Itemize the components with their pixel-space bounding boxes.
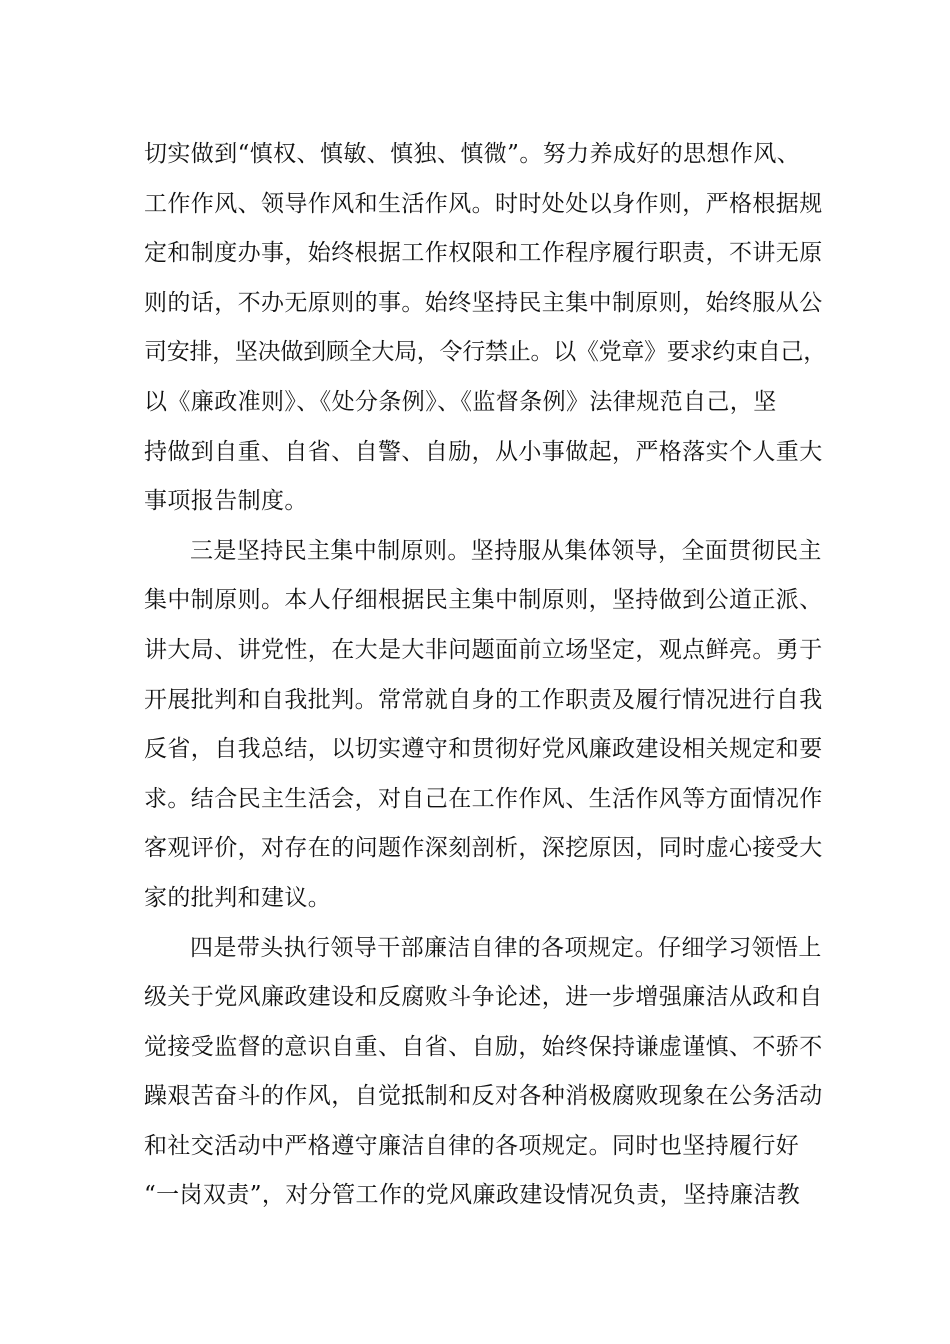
text-line: 工作作风、领导作风和生活作风。时时处处以身作则，严格根据规 (144, 190, 823, 217)
text-line: “一岗双责”，对分管工作的党风廉政建设情况负责，坚持廉洁教 (144, 1182, 801, 1209)
text-line: 则的话，不办无原则的事。始终坚持民主集中制原则，始终服从公 (144, 289, 823, 316)
text-line: 反省，自我总结，以切实遵守和贯彻好党风廉政建设相关规定和要 (144, 736, 823, 763)
text-line: 事项报告制度。 (144, 488, 308, 515)
text-line: 定和制度办事，始终根据工作权限和工作程序履行职责，不讲无原 (144, 240, 823, 267)
text-line: 家的批判和建议。 (144, 884, 332, 911)
paragraph-first-line: 四是带头执行领导干部廉洁自律的各项规定。仔细学习领悟上 (190, 934, 822, 961)
text-line: 躁艰苦奋斗的作风，自觉抵制和反对各种消极腐败现象在公务活动 (144, 1083, 823, 1110)
text-line: 持做到自重、自省、自警、自励，从小事做起，严格落实个人重大 (144, 438, 823, 465)
text-line: 开展批判和自我批判。常常就自身的工作职责及履行情况进行自我 (144, 686, 823, 713)
text-line: 切实做到“慎权、慎敏、慎独、慎微”。努力养成好的思想作风、 (144, 141, 801, 167)
text-line: 和社交活动中严格遵守廉洁自律的各项规定。同时也坚持履行好 (144, 1132, 800, 1159)
paragraph-first-line: 三是坚持民主集中制原则。坚持服从集体领导，全面贯彻民主 (190, 537, 822, 564)
text-line: 讲大局、讲党性，在大是大非问题面前立场坚定，观点鲜亮。勇于 (144, 636, 823, 663)
text-line: 求。结合民主生活会，对自己在工作作风、生活作风等方面情况作 (144, 785, 823, 812)
text-line: 客观评价，对存在的问题作深刻剖析，深挖原因，同时虚心接受大 (144, 835, 823, 862)
text-line: 觉接受监督的意识自重、自省、自励，始终保持谦虚谨慎、不骄不 (144, 1033, 823, 1060)
text-line: 集中制原则。本人仔细根据民主集中制原则，坚持做到公道正派、 (144, 587, 823, 614)
text-line: 以《廉政准则》、《处分条例》、《监督条例》法律规范自己，坚 (144, 388, 777, 415)
document-body (144, 130, 827, 1221)
text-line: 级关于党风廉政建设和反腐败斗争论述，进一步增强廉洁从政和自 (144, 984, 823, 1011)
text-line: 司安排，坚决做到顾全大局，令行禁止。以《党章》要求约束自己， (144, 339, 827, 366)
